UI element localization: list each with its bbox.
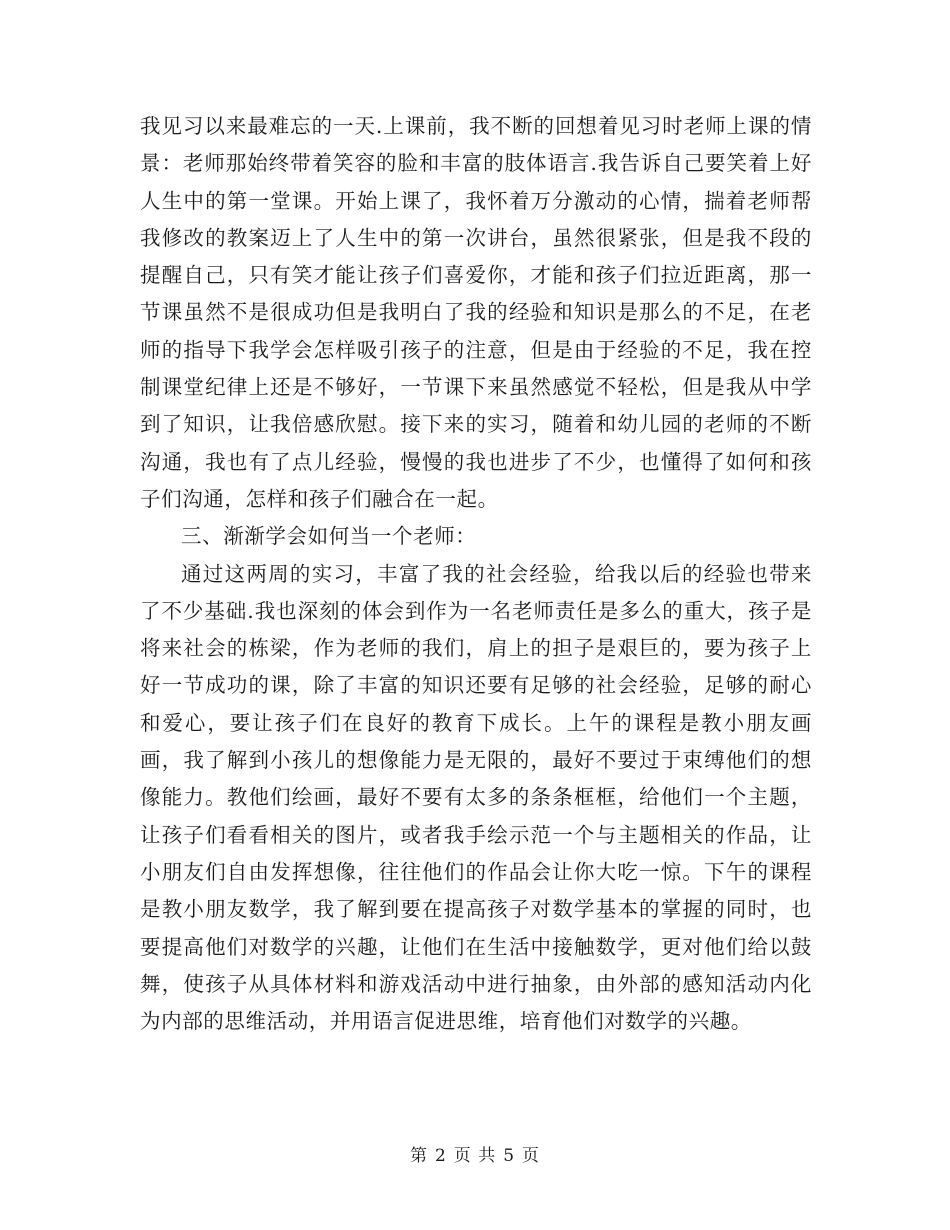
footer-total-pages: 5	[503, 1146, 516, 1166]
paragraph-continuation: 我见习以来最难忘的一天.上课前，我不断的回想着见习时老师上课的情景：老师那始终带着笑容的脸和丰富的肢体语言.我告诉自己要笑着上好人生中的第一堂课。开始上课了，我怀着万分激动的心情，揣着老师帮我修改的教案迈上了人生中的第一次讲台，虽然很紧张，但是我不段的提醒自己，只有笑才能让孩子们喜爱你，才能和孩子们拉近距离，那一节课虽然不是很成功但是我明白了我的经验和知识是那么的不足，在老师的指导下我学会怎样吸引孩子的注意，但是由于经验的不足，我在控制课堂纪律上还是不够好，一节课下来虽然感觉不轻松，但是我从中学到了知识，让我倍感欣慰。接下来的实习，随着和幼儿园的老师的不断沟通，我也有了点儿经验，慢慢的我也进步了不少，也懂得了如何和孩子们沟通，怎样和孩子们融合在一起。	[140, 114, 812, 511]
footer-middle: 页 共	[453, 1146, 497, 1166]
section-heading: 三、渐渐学会如何当一个老师：	[181, 524, 477, 549]
footer-prefix: 第	[409, 1146, 428, 1166]
page-footer	[0, 1146, 950, 1166]
footer-current-page: 2	[434, 1146, 447, 1166]
footer-suffix: 页	[522, 1146, 541, 1166]
document-body	[140, 108, 812, 1040]
paragraph-section-body: 通过这两周的实习，丰富了我的社会经验，给我以后的经验也带来了不少基础.我也深刻的体会到作为一名老师责任是多么的重大，孩子是将来社会的栋梁，作为老师的我们，肩上的担子是艰巨的，要为孩子上好一节成功的课，除了丰富的知识还要有足够的社会经验，足够的耐心和爱心，要让孩子们在良好的教育下成长。上午的课程是教小朋友画画，我了解到小孩儿的想像能力是无限的，最好不要过于束缚他们的想像能力。教他们绘画，最好不要有太多的条条框框，给他们一个主题，让孩子们看看相关的图片，或者我手绘示范一个与主题相关的作品，让小朋友们自由发挥想像，往往他们的作品会让你大吃一惊。下午的课程是教小朋友数学，我了解到要在提高孩子对数学基本的掌握的同时，也要提高他们对数学的兴趣，让他们在生活中接触数学，更对他们给以鼓舞，使孩子从具体材料和游戏活动中进行抽象，由外部的感知活动内化为内部的思维活动，并用语言促进思维，培育他们对数学的兴趣。	[140, 561, 812, 1034]
